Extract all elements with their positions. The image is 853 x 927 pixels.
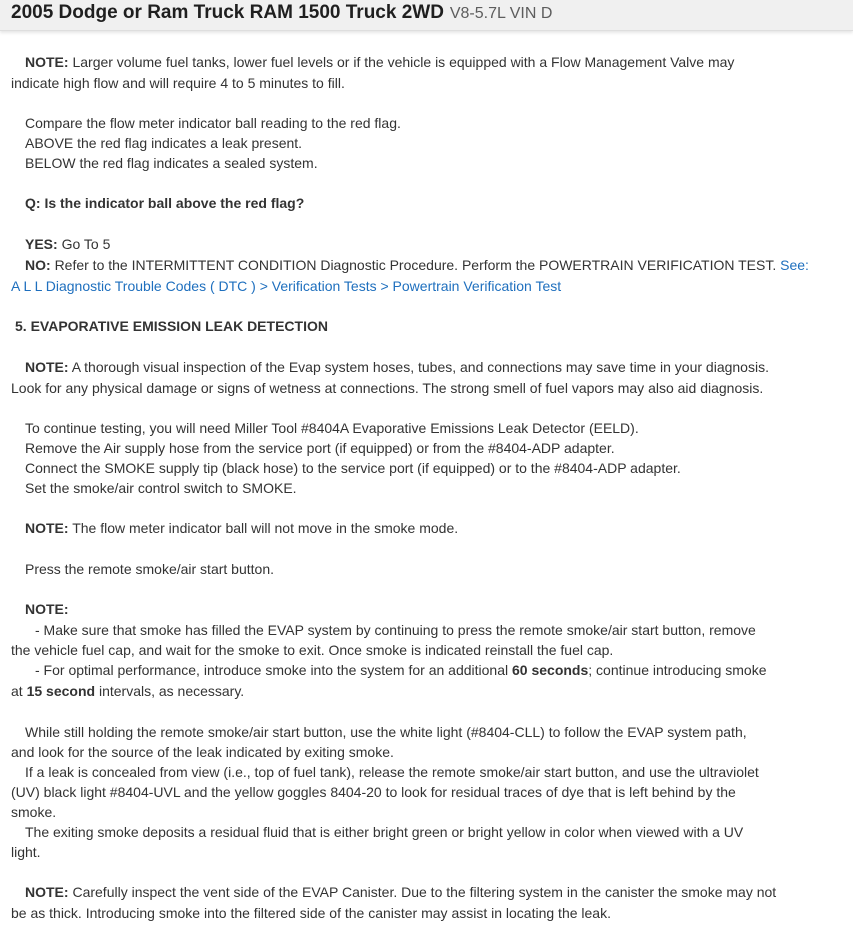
yes-line bbox=[25, 234, 815, 254]
no-line bbox=[25, 255, 815, 275]
bullet-line-cont bbox=[11, 681, 801, 701]
bullet-line bbox=[35, 660, 825, 680]
bullet-line-cont: the vehicle fuel cap, and wait for the smoke to exit. Once smoke is indicated reinstall the fuel cap. bbox=[11, 642, 614, 658]
para-line: (UV) black light #8404-UVL and the yellow goggles 8404-20 to look for residual traces of dye that is left behind by the bbox=[11, 784, 736, 800]
note-label: NOTE: bbox=[25, 54, 69, 70]
compare-line: Compare the flow meter indicator ball reading to the red flag. bbox=[25, 115, 401, 131]
press-step: Press the remote smoke/air start button. bbox=[25, 561, 274, 577]
bullet-text: intervals, as necessary. bbox=[98, 683, 245, 699]
note-text-cont: be as thick. Introducing smoke into the filtered side of the canister may assist in locating the leak. bbox=[11, 905, 611, 921]
para-line: light. bbox=[11, 844, 41, 860]
engine-subtitle: V8-5.7L VIN D bbox=[449, 5, 553, 22]
bullet-text: ; continue introducing smoke bbox=[588, 662, 767, 678]
note-text-cont: Look for any physical damage or signs of wetness at connections. The strong smell of fuel vapors may also aid diagnosis. bbox=[11, 380, 764, 396]
question-text: Q: Is the indicator ball above the red flag? bbox=[25, 195, 305, 211]
note-text: Larger volume fuel tanks, lower fuel levels or if the vehicle is equipped with a Flow Management Valve may bbox=[72, 54, 735, 70]
bullet-line: - Make sure that smoke has filled the EVAP system by continuing to press the remote smoke/air start button, remove bbox=[35, 622, 756, 638]
no-label: NO: bbox=[25, 257, 51, 273]
note-label: NOTE: bbox=[25, 359, 69, 375]
see-link[interactable]: See: bbox=[780, 257, 809, 273]
link-line bbox=[11, 276, 801, 296]
note-line bbox=[25, 882, 815, 902]
para-line: smoke. bbox=[11, 804, 57, 820]
note-line bbox=[25, 52, 815, 72]
step5-heading: 5. EVAPORATIVE EMISSION LEAK DETECTION bbox=[15, 318, 328, 334]
bold-duration: 60 seconds bbox=[512, 662, 589, 678]
page-header bbox=[0, 0, 853, 31]
compare-line: BELOW the red flag indicates a sealed system. bbox=[25, 155, 318, 171]
note-line bbox=[25, 357, 815, 377]
test-step: To continue testing, you will need Miller Tool #8404A Evaporative Emissions Leak Detector (EELD). bbox=[25, 420, 639, 436]
para-line: and look for the source of the leak indicated by exiting smoke. bbox=[11, 744, 394, 760]
note-label: NOTE: bbox=[25, 884, 69, 900]
note-text: A thorough visual inspection of the Evap system hoses, tubes, and connections may save time in your diagnosis. bbox=[71, 359, 769, 375]
note-label: NOTE: bbox=[25, 601, 69, 617]
vehicle-title: 2005 Dodge or Ram Truck RAM 1500 Truck 2WD bbox=[11, 2, 444, 23]
note-line bbox=[25, 518, 815, 538]
powertrain-verification-link[interactable]: A L L Diagnostic Trouble Codes ( DTC ) > Verification Tests > Powertrain Verification Test bbox=[11, 278, 562, 294]
bullet-text: - For optimal performance, introduce smoke into the system for an additional bbox=[35, 662, 509, 678]
note-text: Carefully inspect the vent side of the EVAP Canister. Due to the filtering system in the canister the smoke may not bbox=[72, 884, 777, 900]
compare-line: ABOVE the red flag indicates a leak present. bbox=[25, 135, 303, 151]
note-text-cont: indicate high flow and will require 4 to 5 minutes to fill. bbox=[11, 75, 345, 91]
yes-text: Go To 5 bbox=[61, 236, 111, 252]
para-line: If a leak is concealed from view (i.e., top of fuel tank), release the remote smoke/air start button, and use the ultraviolet bbox=[25, 764, 759, 780]
test-step: Connect the SMOKE supply tip (black hose) to the service port (if equipped) or to the #8404-ADP adapter. bbox=[25, 460, 681, 476]
no-text: Refer to the INTERMITTENT CONDITION Diagnostic Procedure. Perform the POWERTRAIN VERIFICATION TEST. bbox=[54, 257, 777, 273]
para-line: While still holding the remote smoke/air start button, use the white light (#8404-CLL) to follow the EVAP system path, bbox=[25, 724, 747, 740]
bullet-text: at bbox=[11, 683, 23, 699]
yes-label: YES: bbox=[25, 236, 58, 252]
bold-interval: 15 second bbox=[26, 683, 96, 699]
para-line: The exiting smoke deposits a residual fluid that is either bright green or bright yellow in color when viewed with a UV bbox=[25, 824, 744, 840]
test-step: Set the smoke/air control switch to SMOKE. bbox=[25, 480, 297, 496]
document-body bbox=[0, 31, 853, 927]
note-label: NOTE: bbox=[25, 520, 69, 536]
test-step: Remove the Air supply hose from the service port (if equipped) or from the #8404-ADP adapter. bbox=[25, 440, 615, 456]
note-text: The flow meter indicator ball will not move in the smoke mode. bbox=[72, 520, 459, 536]
